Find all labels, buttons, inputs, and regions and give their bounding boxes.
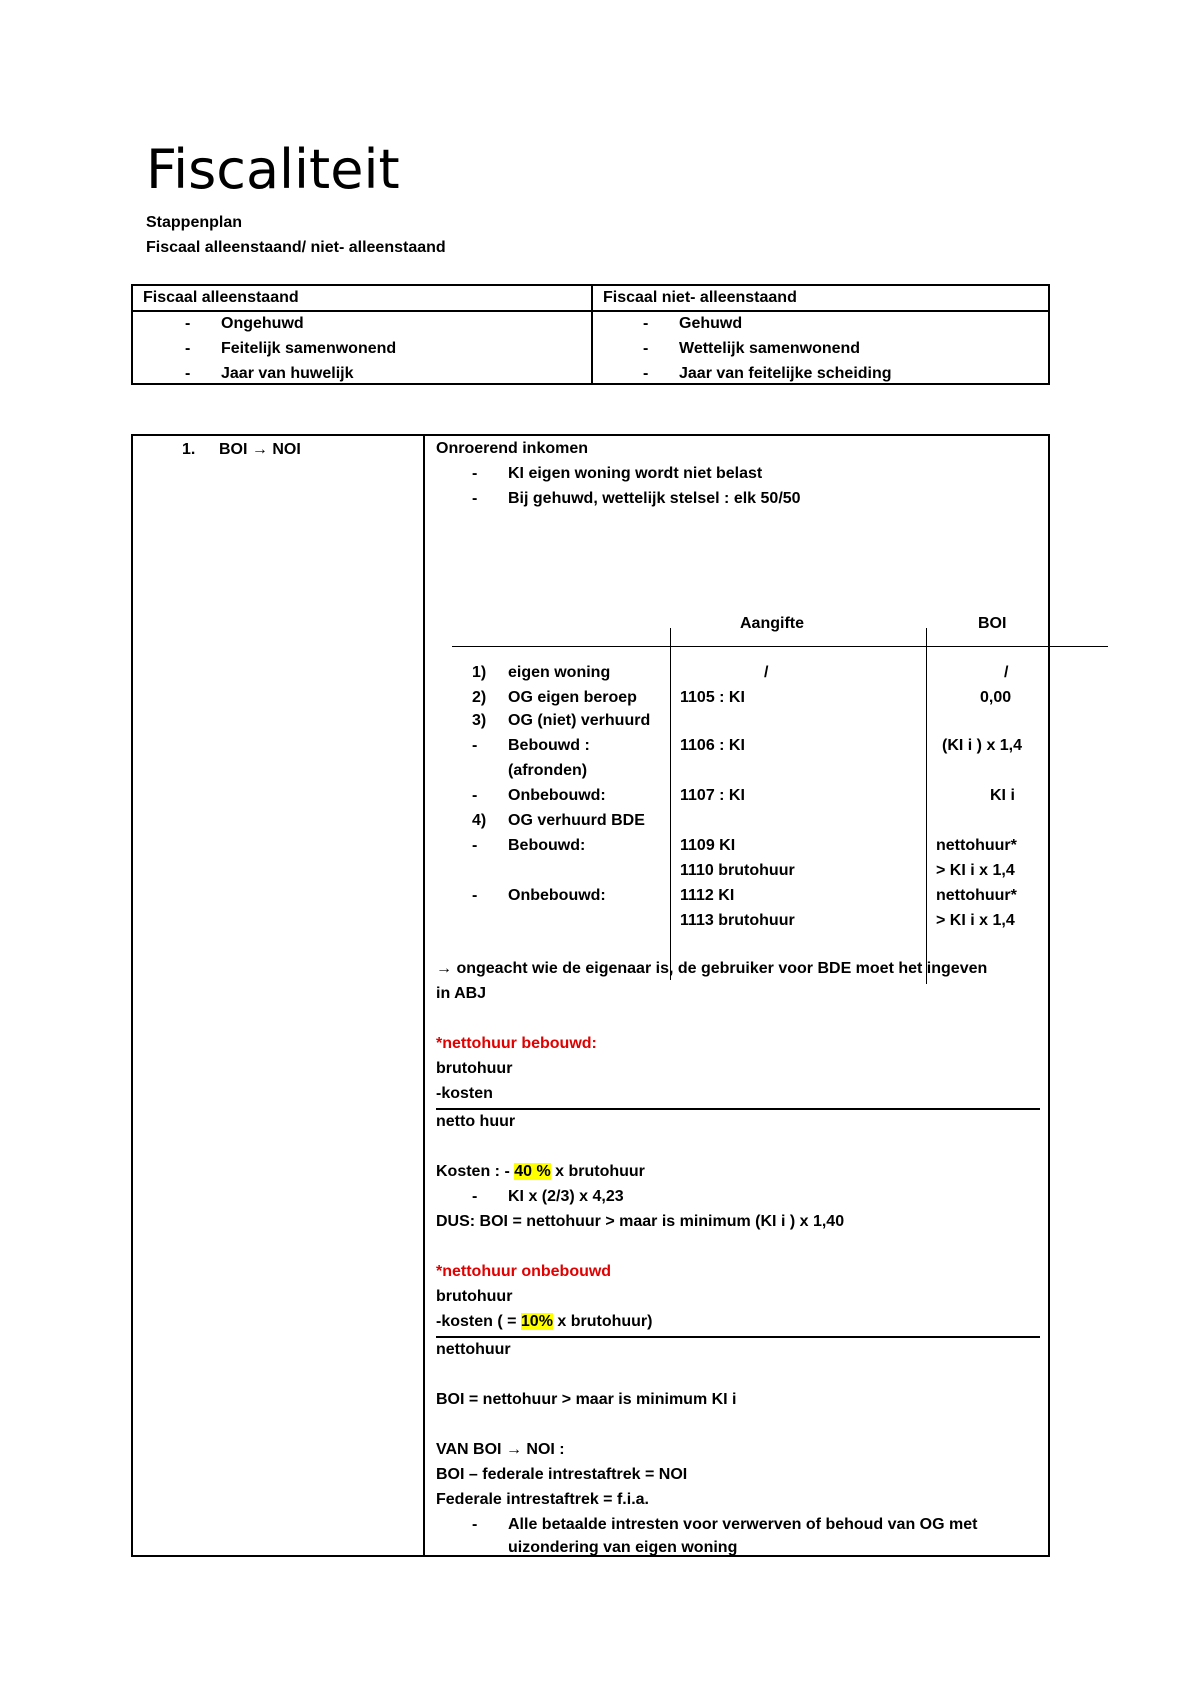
right-header: Fiscaal niet- alleenstaand <box>603 289 797 306</box>
row-marker: 2) <box>472 689 487 706</box>
row-label: Bebouwd: <box>508 837 586 854</box>
list-item: Alle betaalde intresten voor verwerven of behoud van OG met <box>508 1516 978 1533</box>
subtitle-alleenstaand: Fiscaal alleenstaand/ niet- alleenstaand <box>146 239 446 256</box>
list-item: KI x (2/3) x 4,23 <box>508 1188 624 1205</box>
note-line: → ongeacht wie de eigenaar is, de gebruiker voor BDE moet het ingeven <box>436 960 988 977</box>
list-bullet: - <box>472 1516 478 1533</box>
row-boi: nettohuur* <box>936 837 1017 854</box>
row-label: OG verhuurd BDE <box>508 812 645 829</box>
row-boi: KI i <box>990 787 1015 804</box>
divider <box>926 628 927 984</box>
row-boi: / <box>1004 664 1009 681</box>
status-table <box>131 284 1050 385</box>
list-bullet: - <box>643 365 649 382</box>
row-label: OG (niet) verhuurd <box>508 712 651 729</box>
row-aangifte: 1110 brutohuur <box>680 862 795 879</box>
row-label: Onbebouwd: <box>508 887 606 904</box>
list-bullet: - <box>185 365 191 382</box>
sum-line <box>436 1108 1040 1110</box>
row-aangifte: 1112 KI <box>680 887 735 904</box>
divider <box>452 646 1108 647</box>
list-item: Ongehuwd <box>221 315 304 332</box>
arrow-right-icon: → <box>251 441 268 458</box>
highlight: 10% <box>520 1313 553 1330</box>
column-header-boi: BOI <box>978 615 1007 632</box>
list-item: Wettelijk samenwonend <box>679 340 861 357</box>
list-bullet: - <box>472 490 478 507</box>
boi-line: BOI = nettohuur > maar is minimum KI i <box>436 1391 737 1408</box>
row-marker: 1) <box>472 664 487 681</box>
arrow-right-icon: → <box>436 960 452 977</box>
list-bullet: - <box>472 1188 478 1205</box>
list-item: Gehuwd <box>679 315 743 332</box>
fed-line: BOI – federale intrestaftrek = NOI <box>436 1466 688 1483</box>
row-label: eigen woning <box>508 664 611 681</box>
list-bullet: - <box>185 315 191 332</box>
column-header-aangifte: Aangifte <box>740 615 804 632</box>
row-aangifte: / <box>764 664 769 681</box>
row-label: Bebouwd : <box>508 737 590 754</box>
list-bullet: - <box>185 340 191 357</box>
row-aangifte: 1106 : KI <box>680 737 745 754</box>
list-item: Jaar van huwelijk <box>221 365 354 382</box>
sum-line <box>436 1336 1040 1338</box>
row-boi: > KI i x 1,4 <box>936 862 1015 879</box>
highlight: 40 % <box>514 1163 551 1180</box>
row-label: Onbebouwd: <box>508 787 606 804</box>
calc-line: brutohuur <box>436 1288 513 1305</box>
list-item: uizondering van eigen woning <box>508 1539 738 1556</box>
section-title-bebouwd: *nettohuur bebouwd: <box>436 1035 597 1052</box>
list-item: Feitelijk samenwonend <box>221 340 397 357</box>
calc-result: nettohuur <box>436 1341 511 1358</box>
row-marker: - <box>472 837 478 854</box>
row-boi: > KI i x 1,4 <box>936 912 1015 929</box>
van-line: VAN BOI → NOI : <box>436 1441 565 1458</box>
row-aangifte: 1109 KI <box>680 837 736 854</box>
row-marker: 4) <box>472 812 487 829</box>
row-marker: 3) <box>472 712 487 729</box>
section-heading: Onroerend inkomen <box>436 440 589 457</box>
list-bullet: - <box>472 465 478 482</box>
list-item: Jaar van feitelijke scheiding <box>679 365 892 382</box>
note-line: in ABJ <box>436 985 487 1002</box>
list-bullet: - <box>643 315 649 332</box>
arrow-right-icon: → <box>505 1441 522 1458</box>
left-header: Fiscaal alleenstaand <box>143 289 299 306</box>
row-marker: - <box>472 737 478 754</box>
subtitle-stappenplan: Stappenplan <box>146 214 243 231</box>
document-title: Fiscaliteit <box>146 138 400 201</box>
step-title: BOI → NOI <box>219 441 301 458</box>
list-item: Bij gehuwd, wettelijk stelsel : elk 50/50 <box>508 490 801 507</box>
row-aangifte: 1105 : KI <box>680 689 745 706</box>
row-aangifte: 1107 : KI <box>680 787 745 804</box>
calc-line: -kosten <box>436 1085 493 1102</box>
row-boi: 0,00 <box>980 689 1012 706</box>
kosten-line: Kosten : - 40 % x brutohuur <box>436 1163 645 1180</box>
fed-line: Federale intrestaftrek = f.i.a. <box>436 1491 649 1508</box>
calc-line: -kosten ( = 10% x brutohuur) <box>436 1313 653 1330</box>
calc-line: brutohuur <box>436 1060 513 1077</box>
row-boi: (KI i ) x 1,4 <box>942 737 1023 754</box>
step-number: 1. <box>182 441 196 458</box>
dus-line: DUS: BOI = nettohuur > maar is minimum (KI i ) x 1,40 <box>436 1213 845 1230</box>
row-marker: - <box>472 787 478 804</box>
divider <box>670 628 671 980</box>
section-title-onbebouwd: *nettohuur onbebouwd <box>436 1263 612 1280</box>
list-item: KI eigen woning wordt niet belast <box>508 465 763 482</box>
list-bullet: - <box>643 340 649 357</box>
row-boi: nettohuur* <box>936 887 1017 904</box>
row-label: (afronden) <box>508 762 588 779</box>
row-aangifte: 1113 brutohuur <box>680 912 795 929</box>
row-marker: - <box>472 887 478 904</box>
row-label: OG eigen beroep <box>508 689 637 706</box>
calc-result: netto huur <box>436 1113 516 1130</box>
